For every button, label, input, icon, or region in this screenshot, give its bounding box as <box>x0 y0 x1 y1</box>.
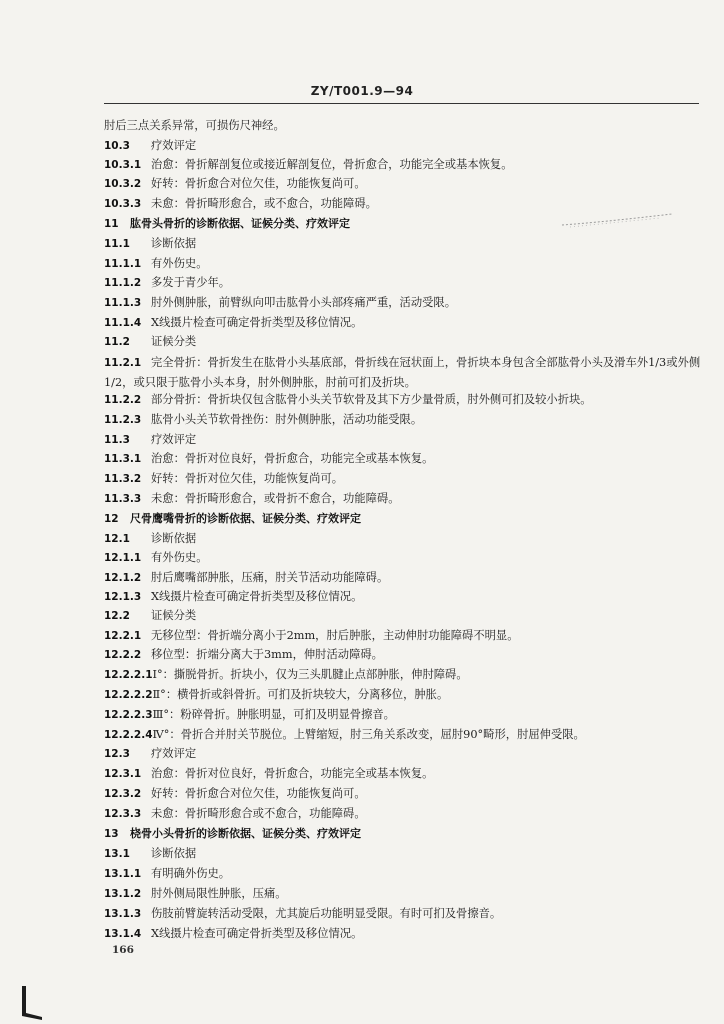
clause-text: X线摄片检查可确定骨折类型及移位情况。 <box>151 590 363 603</box>
document-line <box>104 846 704 862</box>
document-line <box>104 647 704 663</box>
document-line <box>104 451 704 467</box>
clause-text: 有明确外伤史。 <box>151 867 231 880</box>
document-line <box>104 176 704 192</box>
document-line <box>104 353 704 392</box>
clause-number: 11 <box>104 218 119 230</box>
document-line <box>104 157 704 173</box>
document-line <box>104 866 704 882</box>
clause-text: 有外伤史。 <box>151 257 208 270</box>
clause-number: 11.2.1 <box>104 357 142 369</box>
document-line <box>104 392 704 408</box>
clause-text: 有外伤史。 <box>151 551 208 564</box>
document-line <box>104 531 704 547</box>
clause-number: 11.3.2 <box>104 473 142 485</box>
document-line <box>104 786 704 802</box>
clause-text: 疗效评定 <box>151 433 197 446</box>
clause-text: 完全骨折：骨折发生在肱骨小头基底部，骨折线在冠状面上，骨折块本身包含全部肱骨小头及滑车外1/3或外侧1/2，或只限于肱骨小头本身，肘外侧肿胀，肘前可扪及折块。 <box>104 356 701 389</box>
document-line <box>104 727 704 743</box>
document-line <box>104 687 704 703</box>
clause-text: 好转：骨折对位欠佳，功能恢复尚可。 <box>151 472 344 485</box>
page-number: 166 <box>112 944 134 956</box>
clause-number: 12.1.1 <box>104 552 142 564</box>
clause-number: 13.1 <box>104 848 130 860</box>
clause-text: 肘外侧肿胀，前臂纵向叩击肱骨小头部疼痛严重，活动受限。 <box>151 296 457 309</box>
clause-text: X线摄片检查可确定骨折类型及移位情况。 <box>151 316 363 329</box>
clause-number: 11.2.2 <box>104 394 142 406</box>
document-line <box>104 275 704 291</box>
clause-number: 13.1.4 <box>104 928 142 940</box>
document-line <box>104 746 704 762</box>
clause-number: 11.3.3 <box>104 493 142 505</box>
clause-number: 11.3.1 <box>104 453 142 465</box>
clause-text: 好转：骨折愈合对位欠佳，功能恢复尚可。 <box>151 787 366 800</box>
clause-number: 10.3 <box>104 140 130 152</box>
clause-number: 12.2.2 <box>104 649 142 661</box>
clause-number: 12 <box>104 513 119 525</box>
document-line <box>104 432 704 448</box>
clause-text: 肘后鹰嘴部肿胀，压痛，肘关节活动功能障碍。 <box>151 571 389 584</box>
document-line <box>104 196 704 212</box>
clause-text: 无移位型：骨折端分离小于2mm，肘后肿胀，主动伸肘功能障碍不明显。 <box>151 629 519 642</box>
clause-number: 12.3.1 <box>104 768 142 780</box>
clause-text: 治愈：骨折对位良好，骨折愈合，功能完全或基本恢复。 <box>151 767 434 780</box>
document-line <box>104 707 704 723</box>
clause-text: 肘后三点关系异常，可损伤尺神经。 <box>104 119 285 132</box>
document-line <box>104 806 704 822</box>
section-heading <box>104 826 704 842</box>
document-line <box>104 138 704 154</box>
clause-text: Ⅰ°：撕脱骨折。折块小，仅为三头肌腱止点部肿胀，伸肘障碍。 <box>152 668 468 681</box>
clause-text: 证候分类 <box>151 609 197 622</box>
clause-number: 11.1.4 <box>104 317 142 329</box>
clause-text: 桡骨小头骨折的诊断依据、证候分类、疗效评定 <box>130 827 361 840</box>
document-line <box>104 906 704 922</box>
document-line <box>104 550 704 566</box>
corner-mark <box>20 986 44 1022</box>
clause-text: 尺骨鹰嘴骨折的诊断依据、证候分类、疗效评定 <box>130 512 361 525</box>
clause-text: 伤肢前臂旋转活动受限，尤其旋后功能明显受限。有时可扪及骨擦音。 <box>151 907 502 920</box>
document-line <box>104 315 704 331</box>
document-line <box>104 926 704 942</box>
clause-number: 12.2.2.2 <box>104 689 153 701</box>
section-heading <box>104 511 704 527</box>
document-line <box>104 334 704 350</box>
clause-number: 11.3 <box>104 434 130 446</box>
document-line <box>104 491 704 507</box>
clause-text: 诊断依据 <box>151 847 197 860</box>
clause-number: 11.2 <box>104 336 130 348</box>
document-line <box>104 295 704 311</box>
document-line <box>104 471 704 487</box>
clause-text: 诊断依据 <box>151 237 197 250</box>
clause-text: 部分骨折：骨折块仅包含肱骨小头关节软骨及其下方少量骨质，肘外侧可扪及较小折块。 <box>151 393 592 406</box>
clause-number: 11.1 <box>104 238 130 250</box>
clause-text: 诊断依据 <box>151 532 197 545</box>
document-line <box>104 256 704 272</box>
header-rule <box>104 103 699 104</box>
clause-number: 12.2.2.3 <box>104 709 153 721</box>
clause-text: 未愈：骨折畸形愈合，或不愈合，功能障碍。 <box>151 197 377 210</box>
clause-text: 移位型：折端分离大于3mm，伸肘活动障碍。 <box>151 648 383 661</box>
clause-number: 12.3.2 <box>104 788 142 800</box>
clause-text: 好转：骨折愈合对位欠佳，功能恢复尚可。 <box>151 177 366 190</box>
clause-number: 12.2.2.1 <box>104 669 153 681</box>
clause-text: 治愈：骨折解剖复位或接近解剖复位，骨折愈合，功能完全或基本恢复。 <box>151 158 513 171</box>
scan-mark <box>560 212 675 228</box>
clause-number: 12.3 <box>104 748 130 760</box>
clause-text: 疗效评定 <box>151 747 197 760</box>
clause-number: 10.3.2 <box>104 178 142 190</box>
clause-text: 肱骨小头关节软骨挫伤：肘外侧肿胀，活动功能受限。 <box>151 413 423 426</box>
document-line <box>104 667 704 683</box>
document-line <box>104 766 704 782</box>
clause-number: 12.1 <box>104 533 130 545</box>
clause-text: 证候分类 <box>151 335 197 348</box>
clause-number: 13.1.2 <box>104 888 142 900</box>
clause-text: 肘外侧局限性肿胀，压痛。 <box>151 887 287 900</box>
clause-number: 11.1.1 <box>104 258 142 270</box>
clause-number: 12.3.3 <box>104 808 142 820</box>
document-line <box>104 886 704 902</box>
page-header: ZY/T001.9—94 <box>310 84 414 98</box>
clause-number: 11.1.2 <box>104 277 142 289</box>
clause-text: 未愈：骨折畸形愈合，或骨折不愈合，功能障碍。 <box>151 492 400 505</box>
clause-text: X线摄片检查可确定骨折类型及移位情况。 <box>151 927 363 940</box>
document-line <box>104 236 704 252</box>
clause-number: 12.1.2 <box>104 572 142 584</box>
clause-text: 治愈：骨折对位良好，骨折愈合，功能完全或基本恢复。 <box>151 452 434 465</box>
clause-text: 多发于青少年。 <box>151 276 231 289</box>
document-line <box>104 589 704 605</box>
clause-number: 13.1.3 <box>104 908 142 920</box>
clause-number: 11.2.3 <box>104 414 142 426</box>
clause-number: 12.2.1 <box>104 630 142 642</box>
clause-number: 12.2 <box>104 610 130 622</box>
clause-number: 13 <box>104 828 119 840</box>
clause-number: 11.1.3 <box>104 297 142 309</box>
document-line <box>104 118 704 133</box>
clause-text: Ⅱ°：横骨折或斜骨折。可扪及折块较大，分离移位，肿胀。 <box>152 688 449 701</box>
clause-text: 未愈：骨折畸形愈合或不愈合，功能障碍。 <box>151 807 366 820</box>
clause-text: 疗效评定 <box>151 139 197 152</box>
document-line <box>104 570 704 586</box>
document-line <box>104 628 704 644</box>
document-line <box>104 608 704 624</box>
clause-number: 12.2.2.4 <box>104 729 153 741</box>
clause-text: Ⅲ°：粉碎骨折。肿胀明显，可扪及明显骨擦音。 <box>152 708 395 721</box>
clause-number: 12.1.3 <box>104 591 142 603</box>
clause-number: 10.3.3 <box>104 198 142 210</box>
clause-text: Ⅳ°：骨折合并肘关节脱位。上臂缩短，肘三角关系改变，屈肘90°畸形，肘屈伸受限。 <box>152 728 585 741</box>
clause-number: 13.1.1 <box>104 868 142 880</box>
clause-text: 肱骨头骨折的诊断依据、证候分类、疗效评定 <box>130 217 350 230</box>
clause-number: 10.3.1 <box>104 159 142 171</box>
document-line <box>104 412 704 428</box>
